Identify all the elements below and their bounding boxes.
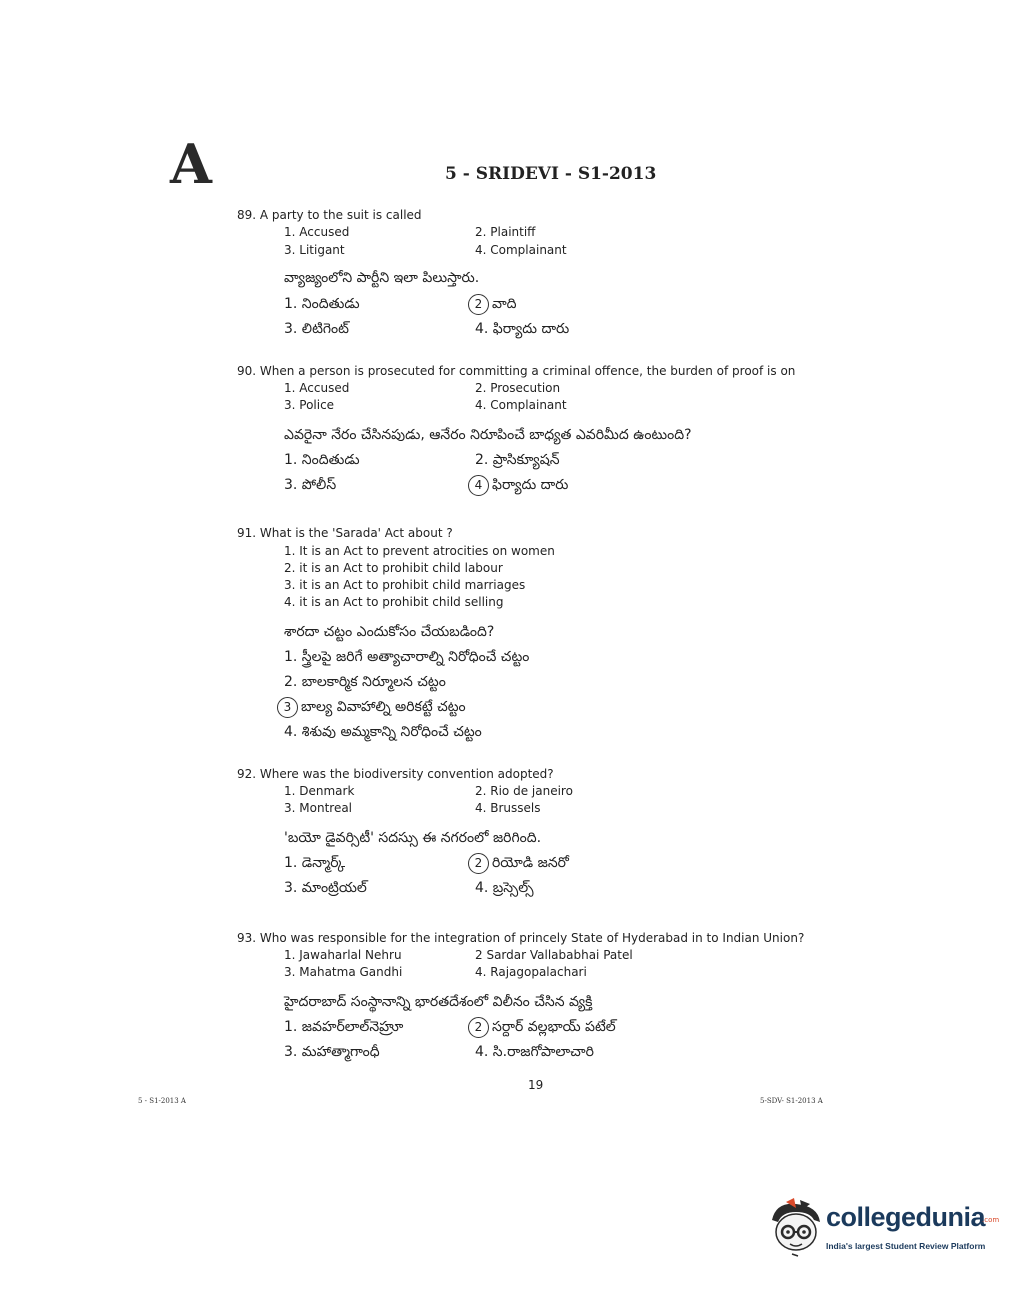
q92-option-1: 1. Denmark <box>284 784 355 798</box>
mascot-icon <box>766 1198 824 1258</box>
q91-telugu-option-3 <box>277 697 466 718</box>
set-letter: A <box>170 132 212 196</box>
q91-option-2: 2. it is an Act to prohibit child labour <box>284 561 503 575</box>
q92-telugu-option-2 <box>468 853 569 874</box>
paper-title: 5 - SRIDEVI - S1-2013 <box>445 164 657 184</box>
footer-left-code: 5 - S1-2013 A <box>138 1097 186 1105</box>
q92-telugu-option-4: 4. బ్రస్సెల్స్ <box>475 880 534 896</box>
q92-option-4: 4. Brussels <box>475 801 541 815</box>
q92-telugu-option-1: 1. డెన్మార్క్ <box>284 855 346 871</box>
q92-telugu-question: 'బయో డైవర్సిటీ' సదస్సు ఈ నగరంలో జరిగింది. <box>284 830 542 846</box>
q90-telugu-option-4-text: ఫిర్యాదు దారు <box>492 477 569 493</box>
q92-option-3: 3. Montreal <box>284 801 353 815</box>
q93-telugu-option-4: 4. సి.రాజగోపాలాచారి <box>475 1044 594 1060</box>
q93-option-2: 2 Sardar Vallababhai Patel <box>475 948 633 962</box>
q93-option-3: 3. Mahatma Gandhi <box>284 965 403 979</box>
answer-circle: 2 <box>468 853 489 874</box>
q91-option-4: 4. it is an Act to prohibit child selling <box>284 595 504 609</box>
q93-telugu-option-3: 3. మహాత్మాగాంధీ <box>284 1044 380 1060</box>
question-93: 93. Who was responsible for the integration of princely State of Hyderabad in to Indian Union? <box>237 931 805 945</box>
q89-telugu-question: వ్యాజ్యంలోని పార్టీని ఇలా పిలుస్తారు. <box>284 270 480 286</box>
q93-option-4: 4. Rajagopalachari <box>475 965 587 979</box>
q90-telugu-option-4 <box>468 475 568 496</box>
q89-option-2: 2. Plaintiff <box>475 225 536 239</box>
q93-telugu-question: హైదరాబాద్ సంస్థానాన్ని భారతదేశంలో విలీనం చేసిన వ్యక్తి <box>284 994 593 1010</box>
logo-domain: .com <box>982 1216 1000 1224</box>
q91-telugu-option-1: 1. స్త్రీలపై జరిగే అత్యాచారాల్ని నిరోధించే చట్టం <box>284 649 530 665</box>
q91-telugu-question: శారదా చట్టం ఎందుకోసం చేయబడింది? <box>284 624 495 640</box>
logo-wordmark: collegedunia <box>826 1202 986 1232</box>
q90-telugu-option-1: 1. నిందితుడు <box>284 452 360 468</box>
q93-telugu-option-2 <box>468 1017 616 1038</box>
q90-telugu-option-3: 3. పోలీస్ <box>284 477 337 493</box>
q89-telugu-option-2 <box>468 294 517 315</box>
q90-telugu-question: ఎవరైనా నేరం చేసినపుడు, ఆనేరం నిరూపించే బాధ్యత ఎవరిమీద ఉంటుంది? <box>284 427 692 443</box>
q89-telugu-option-3: 3. లిటిగెంట్ <box>284 321 349 337</box>
question-89: 89. A party to the suit is called <box>237 208 422 222</box>
q89-option-3: 3. Litigant <box>284 243 345 257</box>
q92-telugu-option-3: 3. మాంట్రియల్ <box>284 880 367 896</box>
q93-telugu-option-2-text: సర్దార్ వల్లభాయ్ పటేల్ <box>492 1019 616 1035</box>
question-91: 91. What is the 'Sarada' Act about ? <box>237 526 453 540</box>
page-number: 19 <box>528 1078 544 1092</box>
q93-telugu-option-1: 1. జవహర్‌లాల్‌నెహ్రూ <box>284 1019 404 1035</box>
answer-circle: 3 <box>277 697 298 718</box>
question-92: 92. Where was the biodiversity convention adopted? <box>237 767 554 781</box>
q90-telugu-option-2: 2. ప్రాసిక్యూషన్ <box>475 452 560 468</box>
q90-option-4: 4. Complainant <box>475 398 567 412</box>
q92-option-2: 2. Rio de janeiro <box>475 784 573 798</box>
collegedunia-logo[interactable] <box>766 1196 1000 1266</box>
q89-telugu-option-2-text: వాది <box>492 296 517 312</box>
q90-option-1: 1. Accused <box>284 381 350 395</box>
q92-telugu-option-2-text: రియోడి జనరో <box>492 855 569 871</box>
q90-option-2: 2. Prosecution <box>475 381 561 395</box>
answer-circle: 2 <box>468 294 489 315</box>
question-90: 90. When a person is prosecuted for committing a criminal offence, the burden of proof is on <box>237 364 796 378</box>
q89-telugu-option-4: 4. ఫిర్యాదు దారు <box>475 321 570 337</box>
q89-option-4: 4. Complainant <box>475 243 567 257</box>
logo-tagline: India's largest Student Review Platform <box>826 1241 986 1251</box>
q90-option-3: 3. Police <box>284 398 335 412</box>
q91-telugu-option-2: 2. బాలకార్మిక నిర్మూలన చట్టం <box>284 674 446 690</box>
q89-option-1: 1. Accused <box>284 225 350 239</box>
q91-option-3: 3. it is an Act to prohibit child marriages <box>284 578 526 592</box>
q93-option-1: 1. Jawaharlal Nehru <box>284 948 402 962</box>
answer-circle: 2 <box>468 1017 489 1038</box>
answer-circle: 4 <box>468 475 489 496</box>
q91-option-1: 1. It is an Act to prevent atrocities on women <box>284 544 555 558</box>
q91-telugu-option-3-text: బాల్య వివాహాల్ని అరికట్టే చట్టం <box>301 699 466 715</box>
q89-telugu-option-1: 1. నిందితుడు <box>284 296 360 312</box>
q91-telugu-option-4: 4. శిశువు అమ్మకాన్ని నిరోధించే చట్టం <box>284 724 482 740</box>
footer-right-code: 5-SDV- S1-2013 A <box>760 1097 823 1105</box>
